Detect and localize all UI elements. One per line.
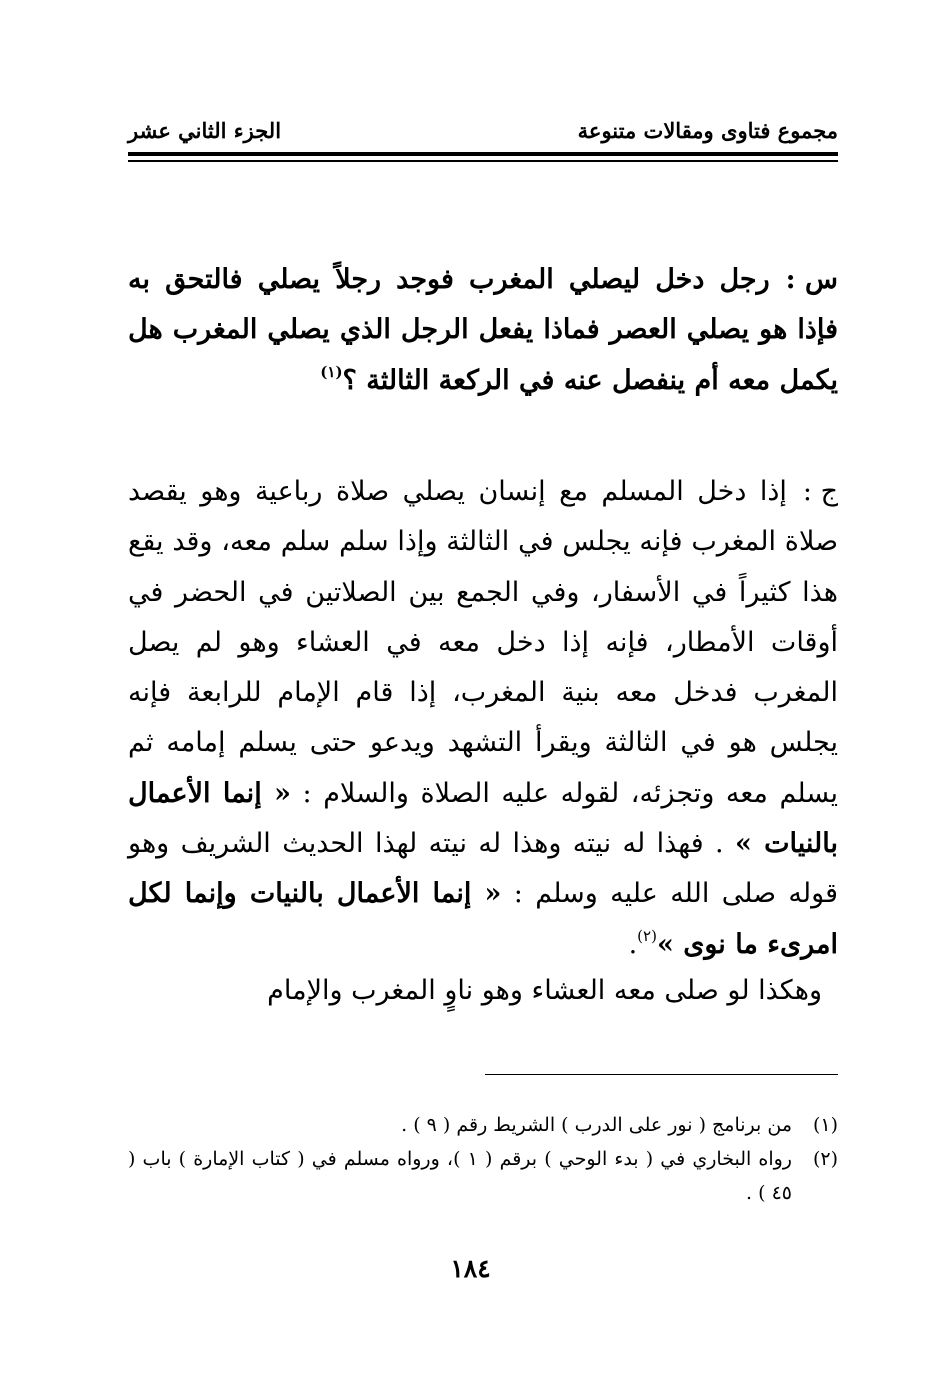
footnote-2: [128, 1142, 838, 1210]
answer-text-2: . فهذا له نيته وهذا له نيته لهذا الحديث الشريف وهو قوله صلى الله عليه وسلم :: [128, 828, 838, 910]
question-paragraph: [128, 255, 838, 406]
page-number: ١٨٤: [450, 1254, 491, 1283]
footnote-number: (٢): [812, 1148, 838, 1170]
continuation-text: وهكذا لو صلى معه العشاء وهو ناوٍ المغرب والإمام: [267, 975, 822, 1006]
answer-end-mark: .: [628, 928, 638, 960]
footnote-text: من برنامج ( نور على الدرب ) الشريط رقم ( ٩ ) .: [401, 1114, 792, 1136]
question-text: رجل دخل ليصلي المغرب فوجد رجلاً يصلي فالتحق به فإذا هو يصلي العصر فماذا يفعل الرجل الذي يصلي المغرب هل يكمل معه أم ينفصل عنه في الركعة الثالثة ؟: [128, 264, 838, 396]
book-title: مجموع فتاوى ومقالات متنوعة: [577, 118, 838, 143]
answer-paragraph: [128, 467, 838, 970]
answer-marker: ج :: [802, 476, 838, 507]
footnote-separator: [485, 1074, 838, 1075]
header-rule-thick: [128, 152, 838, 156]
footnotes: [128, 1108, 838, 1210]
footnote-ref-1: (١): [320, 362, 343, 381]
footnote-text: رواه البخاري في ( بدء الوحي ) برقم ( ١ )، ورواه مسلم في ( كتاب الإمارة ) باب ( ٤٥ ) .: [128, 1148, 792, 1204]
question-marker: س :: [785, 264, 838, 295]
continuation-paragraph: [128, 966, 838, 1016]
answer-text-1: إذا دخل المسلم مع إنسان يصلي صلاة رباعية وهو يقصد صلاة المغرب فإنه يجلس في الثالثة وإذا سلم سلم معه، وقد يقع هذا كثيراً في الأسفار، وفي الجمع بين الصلاتين في الحضر في أوقات الأمطار، فإنه إذا دخل معه في العشاء وهو لم يصل المغرب فدخل معه بنية المغرب، إذا قام الإمام للرابعة فإنه يجلس هو في الثالثة ويقرأ التشهد ويدعو حتى يسلم إمامه ثم يسلم معه وتجزئه، لقوله عليه الصلاة والسلام :: [128, 476, 838, 809]
header-rule-thin: [128, 160, 838, 162]
running-header: [128, 118, 838, 152]
footnote-ref-2: (٢): [637, 926, 657, 945]
hadith-quote-1: « إنما الأعمال بالنيات »: [128, 777, 838, 860]
hadith-quote-2: « إنما الأعمال بالنيات وإنما لكل امرىء ما نوى »: [128, 878, 838, 960]
volume-label: الجزء الثاني عشر: [128, 118, 282, 143]
footnote-number: (١): [812, 1114, 838, 1136]
footnote-1: [128, 1108, 838, 1142]
